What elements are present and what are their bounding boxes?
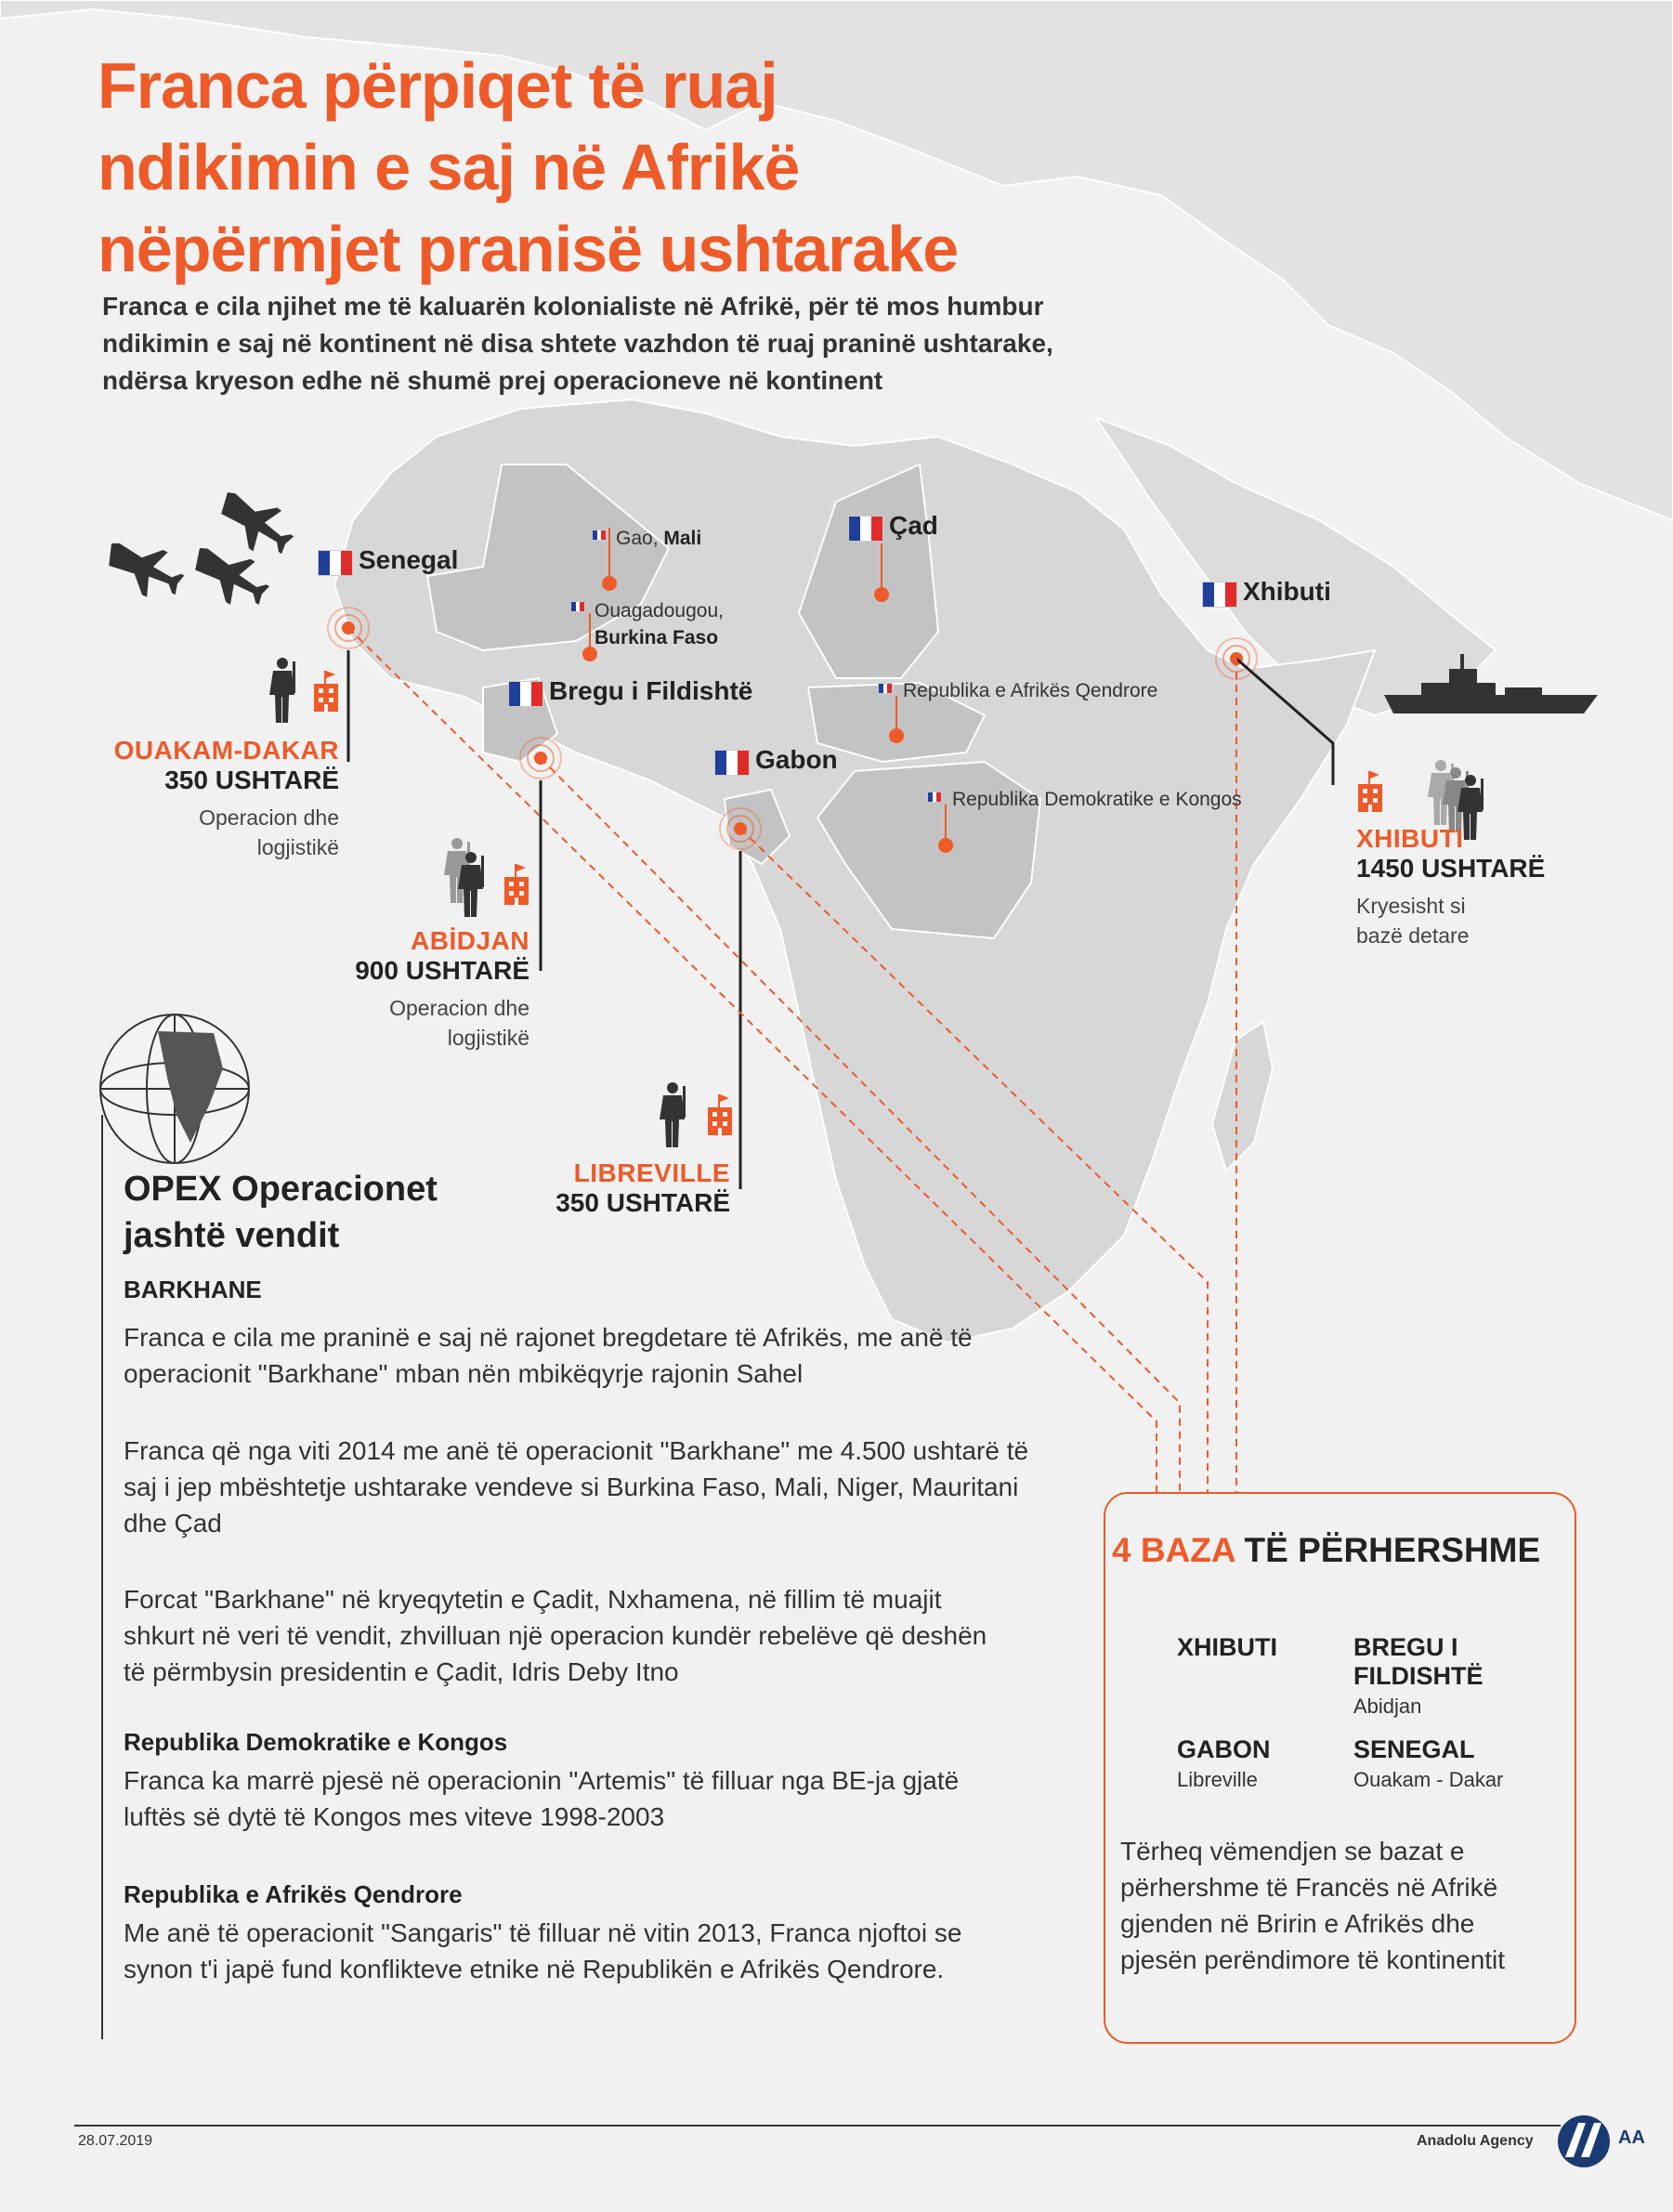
france-flag-icon	[571, 602, 584, 611]
base-note: Operacion dhe logjistikë	[199, 805, 339, 859]
footer-date: 28.07.2019	[78, 2133, 153, 2149]
panel-item-ivory-coast: BREGU I FILDISHTË Abidjan	[1353, 1633, 1483, 1718]
madagascar	[1212, 1022, 1273, 1171]
opex-para-5: Me anë të operacionit "Sangaris" të filluar në vitin 2013, Franca njoftoi se synon t'i japë fund konflikteve etnike në Republikën e Afrikës Qendrore.	[124, 1918, 962, 1983]
label-gao: Gao, Mali	[616, 528, 702, 549]
base-note: Kryesisht si bazë detare	[1356, 894, 1470, 948]
france-flag-icon	[319, 551, 352, 575]
france-flag-icon	[928, 792, 941, 802]
barkhane-heading: BARKHANE	[124, 1276, 262, 1303]
label-ivory-coast: Bregu i Fildishtë	[549, 676, 753, 705]
opex-para-3: Forcat "Barkhane" në kryeqytetin e Çadit, Nxhamena, në fillim të muajit shkurt në veri të vendit, zhvilluan një operacion kundër rebelëve që deshën të përmbysin presidentin e Çadit, Idris Deby Itno	[124, 1585, 987, 1686]
panel-item-gabon: GABON Libreville	[1177, 1735, 1271, 1791]
lead-paragraph: Franca e cila njihet me të kaluarën kolonialiste në Afrikë, për të mos humbur ndikimin e saj në kontinent në disa shtete vazhdon të ruaj praninë ushtarake, ndërsa kryeson edhe në shumë prej operacioneve në kontinent	[102, 292, 1053, 395]
label-ouagadougou: Ouagadougou, Burkina Faso	[595, 600, 724, 648]
fighter-jets	[98, 479, 302, 617]
france-flag-icon	[715, 751, 749, 775]
label-car: Republika e Afrikës Qendrore	[903, 680, 1158, 701]
opex-para-1: Franca e cila me praninë e saj në rajonet bregdetare të Afrikës, me anë të operacionit "Barkhane" mban nën mbikëqyrje rajonin Sahel	[124, 1323, 973, 1388]
opex-para-4: Franca ka marrë pjesë në operacionin "Artemis" të filluar nga BE-ja gjatë luftës së dytë të Kongos mes viteve 1998-2003	[124, 1766, 960, 1831]
panel-item-senegal: SENEGAL Ouakam - Dakar	[1353, 1735, 1504, 1791]
base-name: ABİDJAN	[411, 926, 529, 955]
base-note: Operacion dhe logjistikë	[389, 996, 529, 1050]
france-flag-icon	[509, 682, 542, 706]
france-flag-icon	[1203, 582, 1236, 607]
france-flag-icon	[593, 530, 606, 540]
base-name: OUAKAM-DAKAR	[113, 736, 339, 765]
opex-para-2: Franca që nga viti 2014 me anë të operacionit "Barkhane" me 4.500 ushtarë të saj i jep mbështetje ushtarake vendeve si Burkina Faso, Mali, Niger, Mauritani dhe Çad	[124, 1436, 1029, 1538]
france-flag-icon	[879, 684, 892, 693]
panel-title: 4 BAZA TË PËRHERSHME	[1112, 1531, 1541, 1569]
france-flag-icon	[849, 517, 882, 541]
page-title: Franca përpiqet të ruaj ndikimin e saj në Afrikë nëpërmjet pranisë ushtarake	[98, 49, 959, 285]
base-callout-abidjan	[279, 926, 529, 1053]
panel-note: Tërheq vëmendjen se bazat e përhershme të Francës në Afrikë gjenden në Bririn e Afrikës dhe pjesën perëndimore të kontinentit	[1120, 1837, 1506, 1974]
base-name: LIBREVILLE	[573, 1158, 730, 1187]
base-name: XHIBUTI	[1356, 824, 1464, 853]
base-callout-libreville	[520, 1158, 730, 1218]
label-senegal: Senegal	[359, 545, 459, 574]
label-gabon: Gabon	[755, 745, 838, 774]
base-callout-djibouti	[1356, 824, 1616, 950]
label-chad: Çad	[889, 511, 938, 540]
aa-logo-icon	[1558, 2115, 1610, 2167]
footer-agency: Anadolu Agency	[1417, 2133, 1534, 2149]
label-djibouti: Xhibuti	[1243, 577, 1331, 606]
base-troops: 350 USHTARË	[555, 1188, 730, 1217]
drc-heading: Republika Demokratike e Kongos	[124, 1728, 508, 1756]
base-troops: 350 USHTARË	[164, 766, 339, 794]
opex-title: OPEX Operacionet jashtë vendit	[124, 1170, 438, 1255]
panel-item-djibouti: XHIBUTI	[1177, 1633, 1277, 1661]
base-troops: 1450 USHTARË	[1356, 854, 1546, 883]
label-drc: Republika Demokratike e Kongos	[952, 789, 1242, 810]
globe-icon	[100, 1014, 249, 1163]
logo-text: AA	[1618, 2127, 1645, 2148]
base-callout-dakar	[93, 736, 339, 862]
base-troops: 900 USHTARË	[355, 956, 529, 985]
car-heading: Republika e Afrikës Qendrore	[124, 1880, 463, 1908]
